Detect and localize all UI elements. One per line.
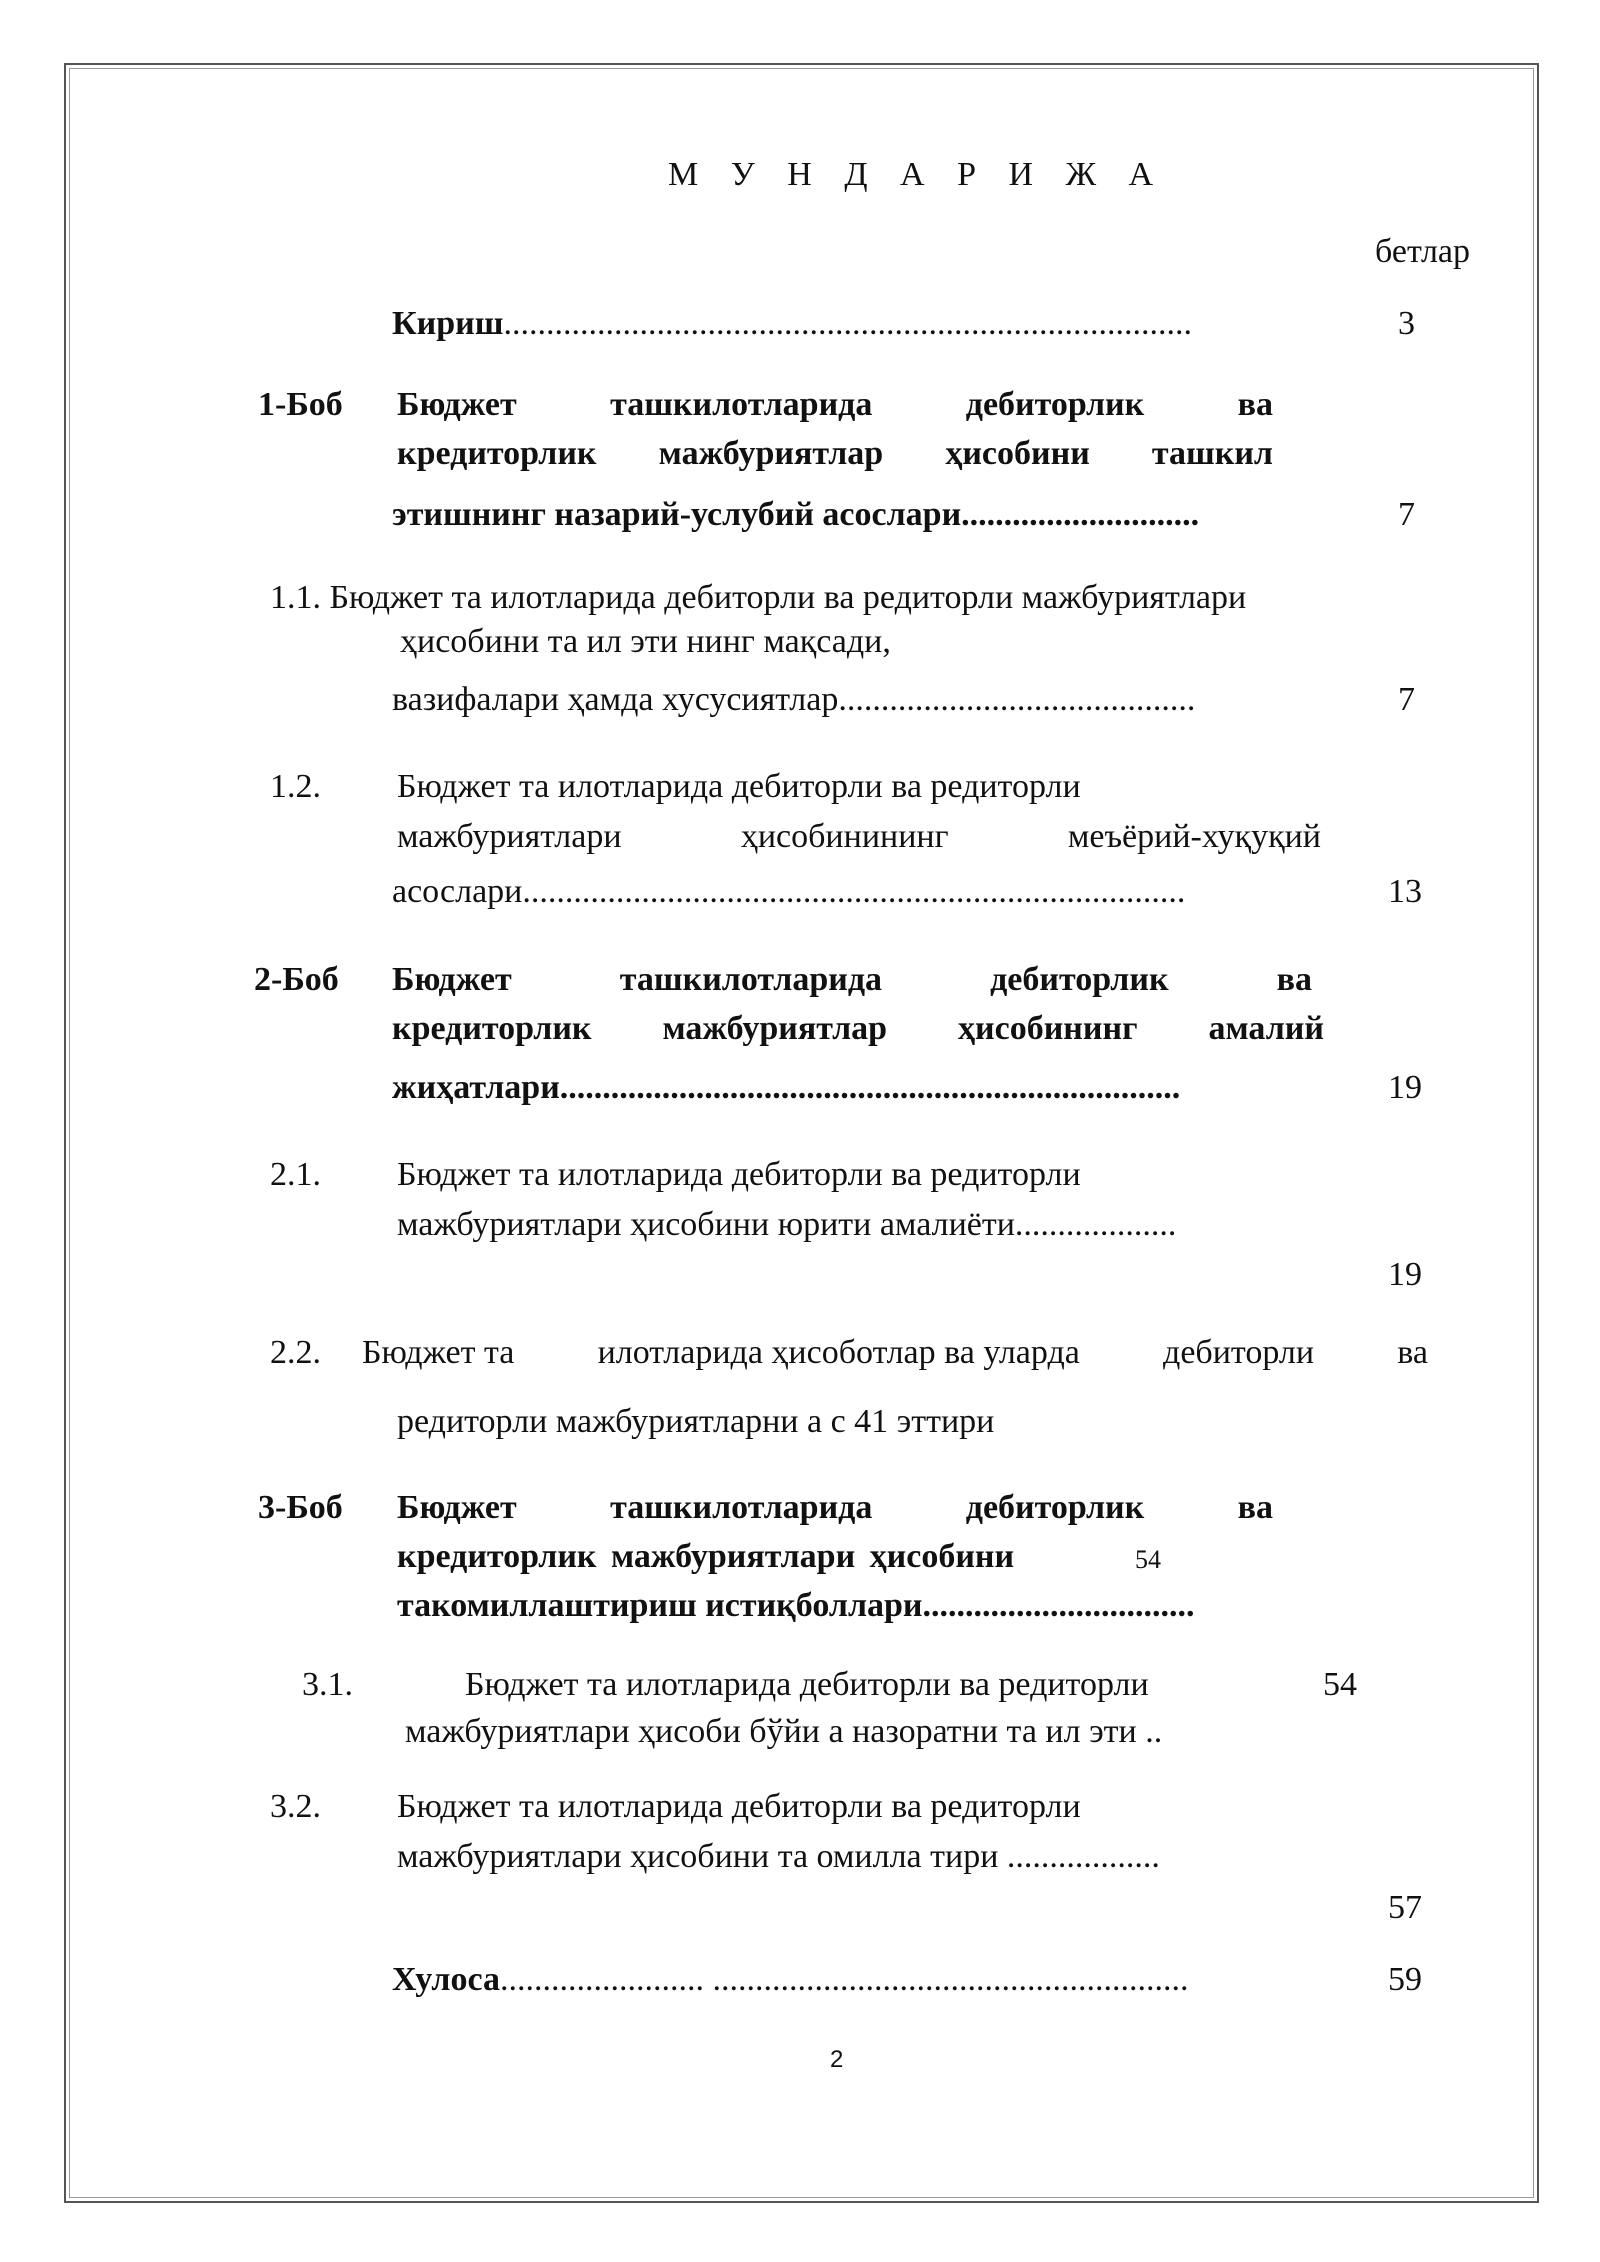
word: илотларида ҳисоботлар ва уларда [597, 1334, 1080, 1371]
chapter-number: 1-Боб [258, 386, 343, 423]
section-title-line[interactable]: асослари.............................................................................. [392, 873, 1186, 910]
section-number: 2.2. [270, 1334, 321, 1371]
section-title-line: ҳисобини та ил эти нинг мақсади, [400, 623, 891, 660]
page-ref: 7 [1398, 496, 1415, 533]
page-ref: 59 [1388, 1961, 1422, 1998]
chapter-title-line[interactable]: жиҳатлари......................................................................... [392, 1069, 1181, 1106]
section-number: 3.1. [302, 1666, 353, 1703]
toc-entry-intro[interactable] [392, 304, 1192, 344]
section-title-line: Бюджет та илотларида дебиторли ва редиторли [397, 768, 1081, 805]
word: мажбуриятлари [397, 818, 622, 855]
chapter-number: 2-Боб [254, 961, 339, 998]
word: кредиторлик [397, 435, 597, 472]
chapter-title-line [397, 1488, 1273, 1528]
word: дебиторлик [990, 961, 1169, 998]
word: ҳисобинининг [740, 818, 949, 855]
chapter-title-line [397, 385, 1273, 425]
section-title-line[interactable]: мажбуриятлари ҳисобини та омилла тири .................. [397, 1838, 1160, 1875]
word: ҳисобининг [958, 1010, 1138, 1047]
word: ташкилотларида [610, 1489, 873, 1526]
word: ташкилотларида [619, 961, 883, 998]
chapter-title-line [392, 1009, 1324, 1049]
section-title-line [397, 817, 1321, 857]
chapter-title-line: кредиторлик мажбуриятлари ҳисобини [397, 1538, 1015, 1575]
page-ref: 3 [1398, 305, 1415, 342]
word: ҳисобини [945, 435, 1090, 472]
word: ташкил [1151, 435, 1273, 472]
section-number: 1.2. [270, 768, 321, 805]
word: ва [1276, 961, 1312, 998]
word: амалий [1208, 1010, 1324, 1047]
section-number: 2.1. [270, 1156, 321, 1193]
word: дебиторлик [965, 386, 1145, 423]
word: Бюджет [392, 961, 512, 998]
page-ref: 54 [1323, 1666, 1357, 1703]
word: ва [1237, 1489, 1273, 1526]
toc-title: М У Н Д А Р И Ж А [668, 156, 1166, 193]
word: Бюджет [397, 386, 517, 423]
entry-label: Хулоса [392, 1961, 500, 1998]
word: мажбуриятлар [658, 435, 884, 472]
section-title-line: 1.1. Бюджет та илотларида дебиторли ва редиторли мажбуриятлари [270, 579, 1247, 616]
section-title-line[interactable]: редиторли мажбуриятларни а с 41 эттири [397, 1403, 995, 1440]
section-title-line: Бюджет та илотларида дебиторли ва редиторли [465, 1666, 1149, 1703]
page-ref: 7 [1398, 681, 1415, 718]
chapter-title-line [397, 434, 1273, 474]
section-title-line [362, 1333, 1428, 1373]
section-number: 3.2. [270, 1788, 321, 1825]
pages-column-header: бетлар [1375, 233, 1471, 270]
chapter-title-line [392, 960, 1312, 1000]
entry-label: Кириш [392, 305, 504, 342]
page-ref: 19 [1388, 1256, 1422, 1293]
page-number: 2 [830, 2046, 844, 2073]
word: дебиторли [1163, 1334, 1315, 1371]
word: ташкилотларида [610, 386, 873, 423]
page-ref: 19 [1388, 1069, 1422, 1106]
section-title-line: Бюджет та илотларида дебиторли ва редиторли [397, 1156, 1081, 1193]
page-border [64, 63, 1539, 2203]
section-title-line[interactable]: вазифалари ҳамда хусусиятлар.......................................... [392, 681, 1196, 718]
word: Бюджет [397, 1489, 517, 1526]
word: мажбуриятлар [662, 1010, 888, 1047]
chapter-number: 3-Боб [258, 1489, 343, 1526]
chapter-title-line[interactable]: этишнинг назарий-услубий асослари............................ [392, 496, 1200, 533]
toc-entry-conclusion[interactable] [392, 1960, 1189, 2000]
section-title-line: Бюджет та илотларида дебиторли ва редиторли [397, 1788, 1081, 1825]
word: кредиторлик [392, 1010, 592, 1047]
word: меъёрий-хуқуқий [1067, 818, 1321, 855]
word: Бюджет та [362, 1334, 515, 1371]
section-title-line[interactable]: мажбуриятлари ҳисоби бўйи а назоратни та ил эти .. [405, 1713, 1163, 1750]
page-ref: 54 [1135, 1545, 1161, 1574]
section-title-line[interactable]: мажбуриятлари ҳисобини юрити амалиёти................... [397, 1206, 1177, 1243]
word: ва [1397, 1334, 1428, 1371]
leader-dots: ........................ ........................................................ [500, 1961, 1189, 1998]
word: дебиторлик [965, 1489, 1145, 1526]
word: ва [1237, 386, 1273, 423]
chapter-title-line[interactable]: такомиллаштириш истиқболлари................................ [397, 1587, 1195, 1624]
page-ref: 13 [1388, 873, 1422, 910]
page-ref: 57 [1388, 1889, 1422, 1926]
leader-dots: ................................................................................. [503, 305, 1192, 342]
